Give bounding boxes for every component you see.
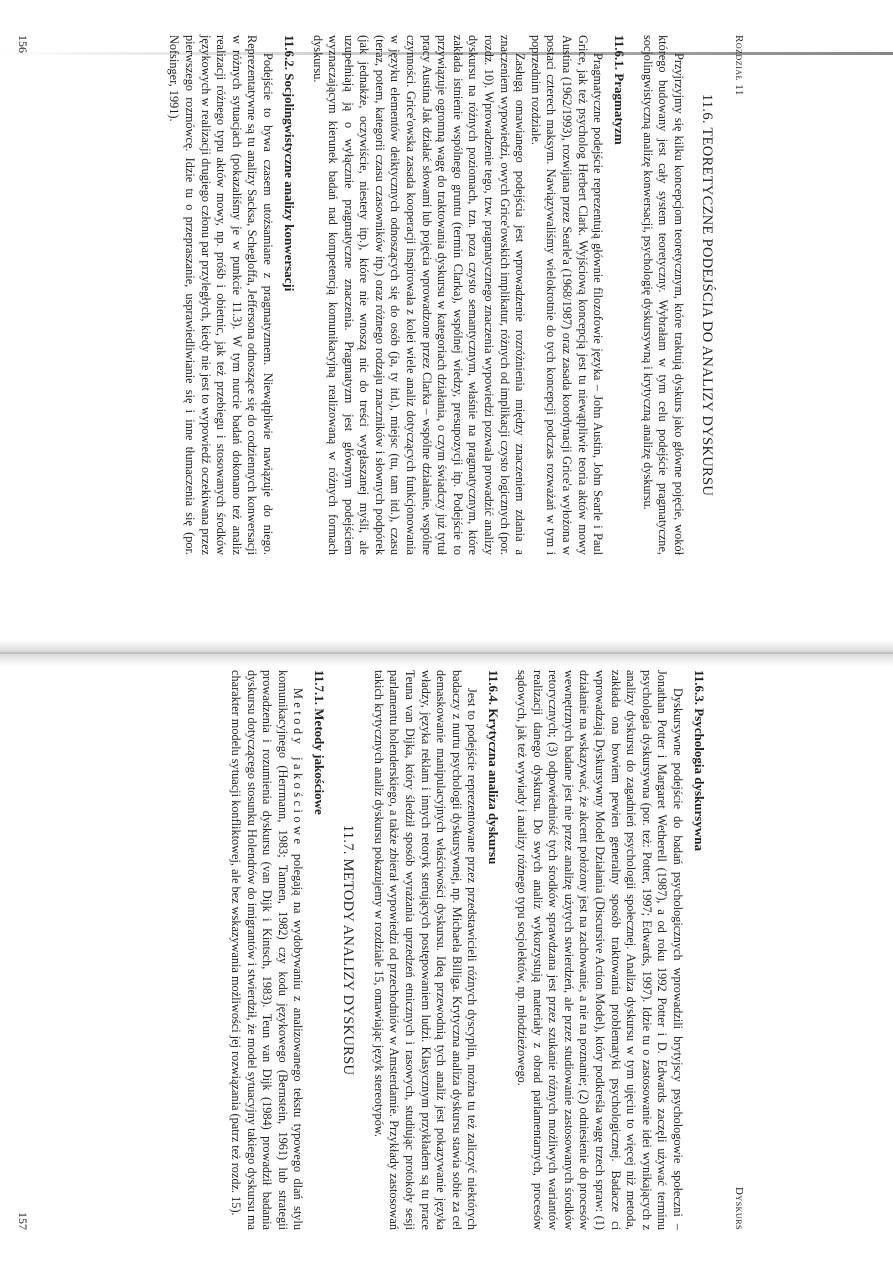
book-header: Dyskurs bbox=[733, 1186, 745, 1230]
page-157 bbox=[15, 670, 745, 1230]
page-number: 156 bbox=[16, 35, 30, 53]
section-title: 11.7. METODY ANALIZY DYSKURSU bbox=[340, 824, 357, 1076]
paragraph bbox=[227, 670, 305, 1230]
subsection-title-qualitative: 11.7.1. Metody jakościowe bbox=[312, 670, 328, 815]
chapter-header: Rozdział 11 bbox=[733, 35, 745, 96]
running-header bbox=[719, 670, 745, 1230]
paragraph: Zasługą omawianego podejścia jest wprowadzenie rozróżnienia między znaczeniem zdania a znaczeniem wypowiedzi, owych Grice'owskich implikatur, różnych od implikacji czysto logicznych (por. rozdz. 10). Wprowadzenie tego, tzw. pragmatycznego znaczenia wypowiedzi pozwala prowadzić analizy dyskursu na różnych poziomach, tzn. poza czysto semantycznym, właśnie na pragmatycznym, które zakłada istnienie wspólnego gruntu (termin Clarka), wspólnej wiedzy, presupozycji itp. Podejście to przywiązuje ogromną wagę do traktowania dyskursu w kategoriach działania, o czym świadczy już tytuł pracy Austina Jak działać słowami lub pojęcia wprowadzone przez Clarka – wspólne działanie, wspólne czynności. Grice'owska zasada kooperacji inspirowała z kolei wiele analiz dotyczących funkcjonowania w języku elementów deiktycznych odnoszących się do osób (ja, ty itd.), miejsc (tu, tam itd.), czasu (teraz, potem, kategorii czasu czasowników itp.) oraz różnego rodzaju znaczników i słownych podpórek (jak jednakże, oczywiście, niestety itp.), które nie wnoszą nic do treści wygłaszanej myśli, ale uzupełniają ją o wyłącznie pragmatyczne znaczenia. Pragmatyzm jest głównym podejściem wyznaczającym kierunek badań nad kompetencją komunikacyjną realizowaną w różnych formach dyskursu. bbox=[310, 35, 528, 555]
subsection-title-conversation: 11.6.2. Socjolingwistyczne analizy konwersacji bbox=[281, 35, 297, 292]
paragraph: Dyskursywne podejście do badań psychologicznych wprowadzili brytyjscy psychologowie społeczni – Jonathan Potter i Margaret Wetherell (1987), a od roku 1992 Potter i D. Edwards zaczęli używać terminu psychologia dyskursywna (por. też: Potter, 1997; Edwards, 1997). Idzie tu o zastosowanie idei wynikających z analizy dyskursu do zagadnień psychologii społecznej. Analiza dyskursu w tym ujęciu to więcej niż metoda, zakłada ona bowiem pewien generalny sposób traktowania problematyki psychologicznej. Badacze ci wprowadzają Dyskursywny Model Działania (Discursive Action Model), który podkreśla wagę trzech spraw: (1) działanie na wskazywać, że akcent położony jest na zachowanie, a nie na poznanie; (2) odniesienie do procesów wewnętrznych badane jest nie przez analizę użytych stwierdzeń, ale przez studiowanie zastosowanych środków retorycznych; (3) odpowiedniość tych środków sprawdzana jest przez szukanie różnych możliwych wariantów realizacji danego dyskursu. Do swych analiz wykorzystują materiały z obrad parlamentarnych, procesów sądowych, jak też wywiady i analizy różnego typu socjolektów, np. młodzieżowego. bbox=[515, 670, 685, 1230]
page-number: 157 bbox=[16, 1212, 30, 1230]
section-title: 11.6. TEORETYCZNE PODEJŚCIA DO ANALIZY DYSKURSU bbox=[699, 93, 715, 497]
paragraph: Pragmatyczne podejście reprezentują głównie filozofowie języka – John Austin, John Searle i Paul Grice, jak też psycholog Herbert Clark. Wyjściową koncepcją jest tu niewątpliwie teoria aktów mowy Austina (1962/1993), rozwijana przez Searle'a (1968/1987) oraz zasada koordynacji Grice'a wyłożona w postaci czterech maksym. Nawiązywaliśmy wielokrotnie do tych koncepcji podczas rozważań w tym i poprzednim rozdziale. bbox=[528, 35, 606, 555]
paragraph: Jest to podejście reprezentowane przez przedstawicieli różnych dyscyplin, można tu też zaliczyć niektórych badaczy z nurtu psychologii dyskursywnej, np. Michaela Billiga. Krytyczna analiza dyskursu stawia sobie za cel demaskowanie manipulacyjnych właściwości dyskursu. Ideą przewodnią tych analiz jest pokazywanie języka władzy, języka reklam i innych retoryk sterujących postępowaniem ludzi. Klasycznym przykładem są tu prace Teuna van Dijka, który śledził sposób wyrażania uprzedzeń etnicznych i rasowych, studiując protokoły sesji parlamentu holenderskiego, a także zbierał wypowiedzi od przechodniów w Amsterdamie. Przykłady zastosowań takich krytycznych analiz dyskursu pokazujemy w rozdziale 15, omawiając język stereotypów. bbox=[371, 670, 480, 1230]
spaced-term: Metody jakościowe bbox=[291, 688, 306, 848]
intro-paragraph: Przyjrzyjmy się kilku koncepcjom teoretycznym, które traktują dyskurs jako główne pojęcie, wokół którego budowany jest cały system teoretyczny. Wybrałam w tym celu podejście pragmatyczne, socjolingwistyczną analizę konwersacji, psychologię dyskursywną i krytyczną analizę dyskursu. bbox=[640, 35, 686, 555]
book-gutter bbox=[0, 640, 893, 666]
subsection-title-critical-analysis: 11.6.4. Krytyczna analiza dyskursu bbox=[486, 670, 502, 865]
page-156 bbox=[15, 35, 745, 555]
paragraph: Podejście to bywa czasem utożsamiane z pragmatyzmem. Niewątpliwie nawiązuje do niego. Reprezentatywne są tu analizy Sacksa, Schegloffa, Jeffersona odnoszące się do codziennych konwersacji w różnych sytuacjach (pokazaliśmy je w punkcie 11.3). W tym nurcie badań dokonano też analiz realizacji różnego typu aktów mowy, np. próśb i obietnic, jak też przebiegu i stosowanych środków językowych w realizacji drugiego członu par przyległych, kiedy nie jest to wypowiedź oczekiwana przez pierwszego rozmówcę. Idzie tu o przepraszanie, usprawiedliwianie się i inne tłumaczenia się (por. Nofsinger, 1991). bbox=[167, 35, 275, 555]
subsection-title-pragmatism: 11.6.1. Pragmatyzm bbox=[612, 35, 628, 145]
paragraph-text: polegają na wydobywaniu z analizowanego tekstu typowego dlań stylu komunikacyjnego (Herrmann, 1983; Tannen, 1982) czy kodu językowego (Bernstein, 1961) lub strategii prowadzenia i rozumienia dyskursu (van Dijk i Kintsch, 1983). Teun van Dijk (1984) prowadził badania dyskursu dotyczącego stosunku Holendrów do imigrantów i stwierdził, że model sytuacyjny takiego dyskursu ma charakter modelu sytuacji konfliktowej, ale bez wskazywania możliwości jej rozwiązania (patrz też rozdz. 15). bbox=[228, 670, 306, 1230]
running-header bbox=[719, 35, 745, 555]
subsection-title-discursive-psychology: 11.6.3. Psychologia dyskursywna bbox=[692, 670, 707, 851]
